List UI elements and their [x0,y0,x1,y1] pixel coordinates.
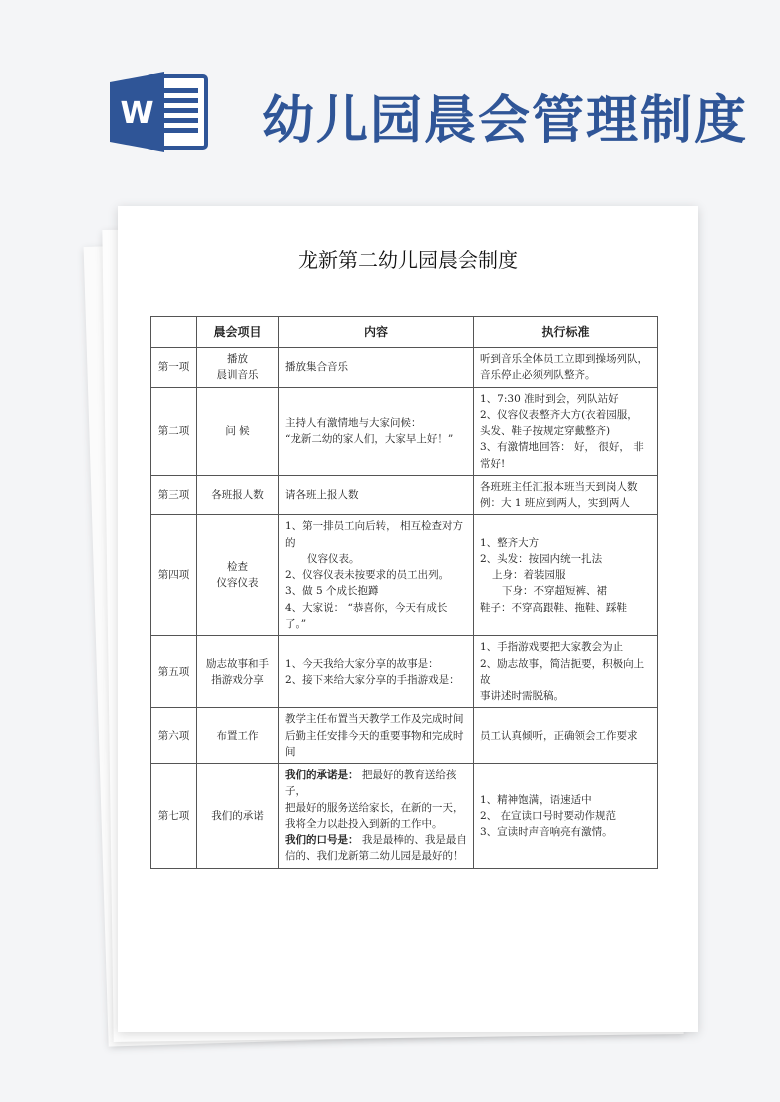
item-line: 播放 [227,353,248,365]
content-line: 播放集合音乐 [285,361,348,374]
row-item [197,515,279,636]
row-number: 第六项 [151,708,197,764]
standard-line: 1、7:30 准时到会，列队站好 [480,392,619,405]
row-item [197,348,279,388]
content-line: 2、接下来给大家分享的手指游戏是： [285,673,460,686]
table-row [151,636,658,708]
content-line: 后勤主任安排今天的重要事物和完成时 [285,729,464,742]
content-line [285,832,467,848]
table-header-row [151,317,658,348]
item-line: 励志故事和手 [206,657,269,670]
table-row [151,708,658,764]
standard-line: 2、 在宣读口号时要动作规范 [480,809,617,822]
table-row [151,515,658,636]
item-line: 检查 [227,561,248,574]
item-line: 指游戏分享 [211,673,264,686]
standard-line: 1、手指游戏要把大家教会为止 [480,641,624,654]
banner-title: 幼儿园晨会管理制度 [262,91,749,151]
row-standard [474,475,658,515]
item-line: 各班报人数 [211,488,264,501]
row-content [279,348,474,388]
content-line: 把最好的服务送给家长，在新的一天， [285,801,464,814]
content-line: 间 [285,745,296,758]
content-line: 3、做 5 个成长抱蹲 [285,585,379,598]
standard-line: 3、宣读时声音响亮有激情。 [480,826,613,839]
content-line: 我将全力以赴投入到新的工作中。 [285,817,443,830]
standard-line: 鞋子：不穿高跟鞋、拖鞋、踩鞋 [480,601,627,614]
content-line: 2、仪容仪表未按要求的员工出列。 [285,569,450,582]
row-content [279,708,474,764]
word-icon [108,70,212,154]
table-row [151,348,658,388]
row-standard [474,708,658,764]
standard-line: 2、头发：按园内统一扎法 [480,552,603,565]
document-page [118,206,698,1032]
item-line: 仪容仪表 [216,577,259,590]
row-standard [474,764,658,869]
item-line: 我们的承诺 [211,809,264,822]
row-standard [474,387,658,475]
row-number: 第五项 [151,636,197,708]
row-item [197,708,279,764]
row-number: 第七项 [151,764,197,869]
standard-line: 听到音乐全体员工立即到操场列队， [480,353,648,365]
standard-line: 2、励志故事，简洁扼要，积极向上故 [480,657,645,686]
row-item [197,636,279,708]
header-cell: 内容 [279,317,474,348]
item-line: 晨训音乐 [216,369,259,382]
standard-line: 音乐停止必须列队整齐。 [480,369,596,382]
table-row [151,764,658,869]
row-item [197,387,279,475]
slogan-text: 我是最棒的、我是最自 [358,834,467,847]
content-line: 仪容仪表。 [307,552,360,565]
standard-line: 头发、鞋子按规定穿戴整齐) [480,425,611,438]
item-line: 布置工作 [216,729,259,742]
standard-line: 员工认真倾听，正确领会工作要求 [480,729,638,742]
row-item [197,475,279,515]
table-row [151,387,658,475]
standard-line: 下身：不穿超短裤、裙 [502,585,607,598]
content-line [285,767,467,800]
content-line: 请各班上报人数 [285,488,359,501]
word-icon-letter: W [120,96,154,131]
row-number: 第四项 [151,515,197,636]
header-cell: 执行标准 [474,317,658,348]
item-line: 问 候 [225,425,250,438]
row-standard [474,348,658,388]
row-item [197,764,279,869]
promise-label: 我们的承诺是： [285,769,359,782]
content-line: “龙新二幼的家人们，大家早上好！” [285,433,454,446]
row-number: 第一项 [151,348,197,388]
row-content [279,387,474,475]
row-standard [474,515,658,636]
standard-line: 2、仪容仪表整齐大方(衣着园服， [480,408,638,421]
row-content [279,636,474,708]
standard-line: 1、整齐大方 [480,536,540,549]
table-row [151,475,658,515]
row-content [279,475,474,515]
content-line: 1、今天我给大家分享的故事是： [285,657,439,670]
row-content [279,764,474,869]
row-standard [474,636,658,708]
content-line: 1、第一排员工向后转， 相互检查对方的 [285,520,464,549]
content-line: 4、大家说： “恭喜你，今天有成长了。” [285,601,448,630]
rules-table [150,316,658,869]
standard-line: 3、有激情地回答： 好， 很好， 非常好! [480,441,644,470]
standard-line: 1、精神饱满，语速适中 [480,793,592,806]
header-cell: 晨会项目 [197,317,279,348]
standard-line: 事讲述时需脱稿。 [480,690,564,703]
content-line: 教学主任布置当天教学工作及完成时间 [285,713,464,726]
document-title: 龙新第二幼儿园晨会制度 [298,248,518,272]
standard-line: 各班班主任汇报本班当天到岗人数 [480,480,638,493]
row-number: 第二项 [151,387,197,475]
promise-text: 把最好的教育送给孩子， [285,769,457,798]
row-number: 第三项 [151,475,197,515]
content-line: 主持人有激情地与大家问候： [285,416,422,429]
slogan-label: 我们的口号是： [285,834,359,847]
standard-line: 上身：着装园服 [492,569,566,582]
row-content [279,515,474,636]
standard-line: 例：大 1 班应到两人，实到两人 [480,497,630,510]
header-cell [151,317,197,348]
content-line: 信的、我们龙新第二幼儿园是最好的！ [285,850,464,863]
